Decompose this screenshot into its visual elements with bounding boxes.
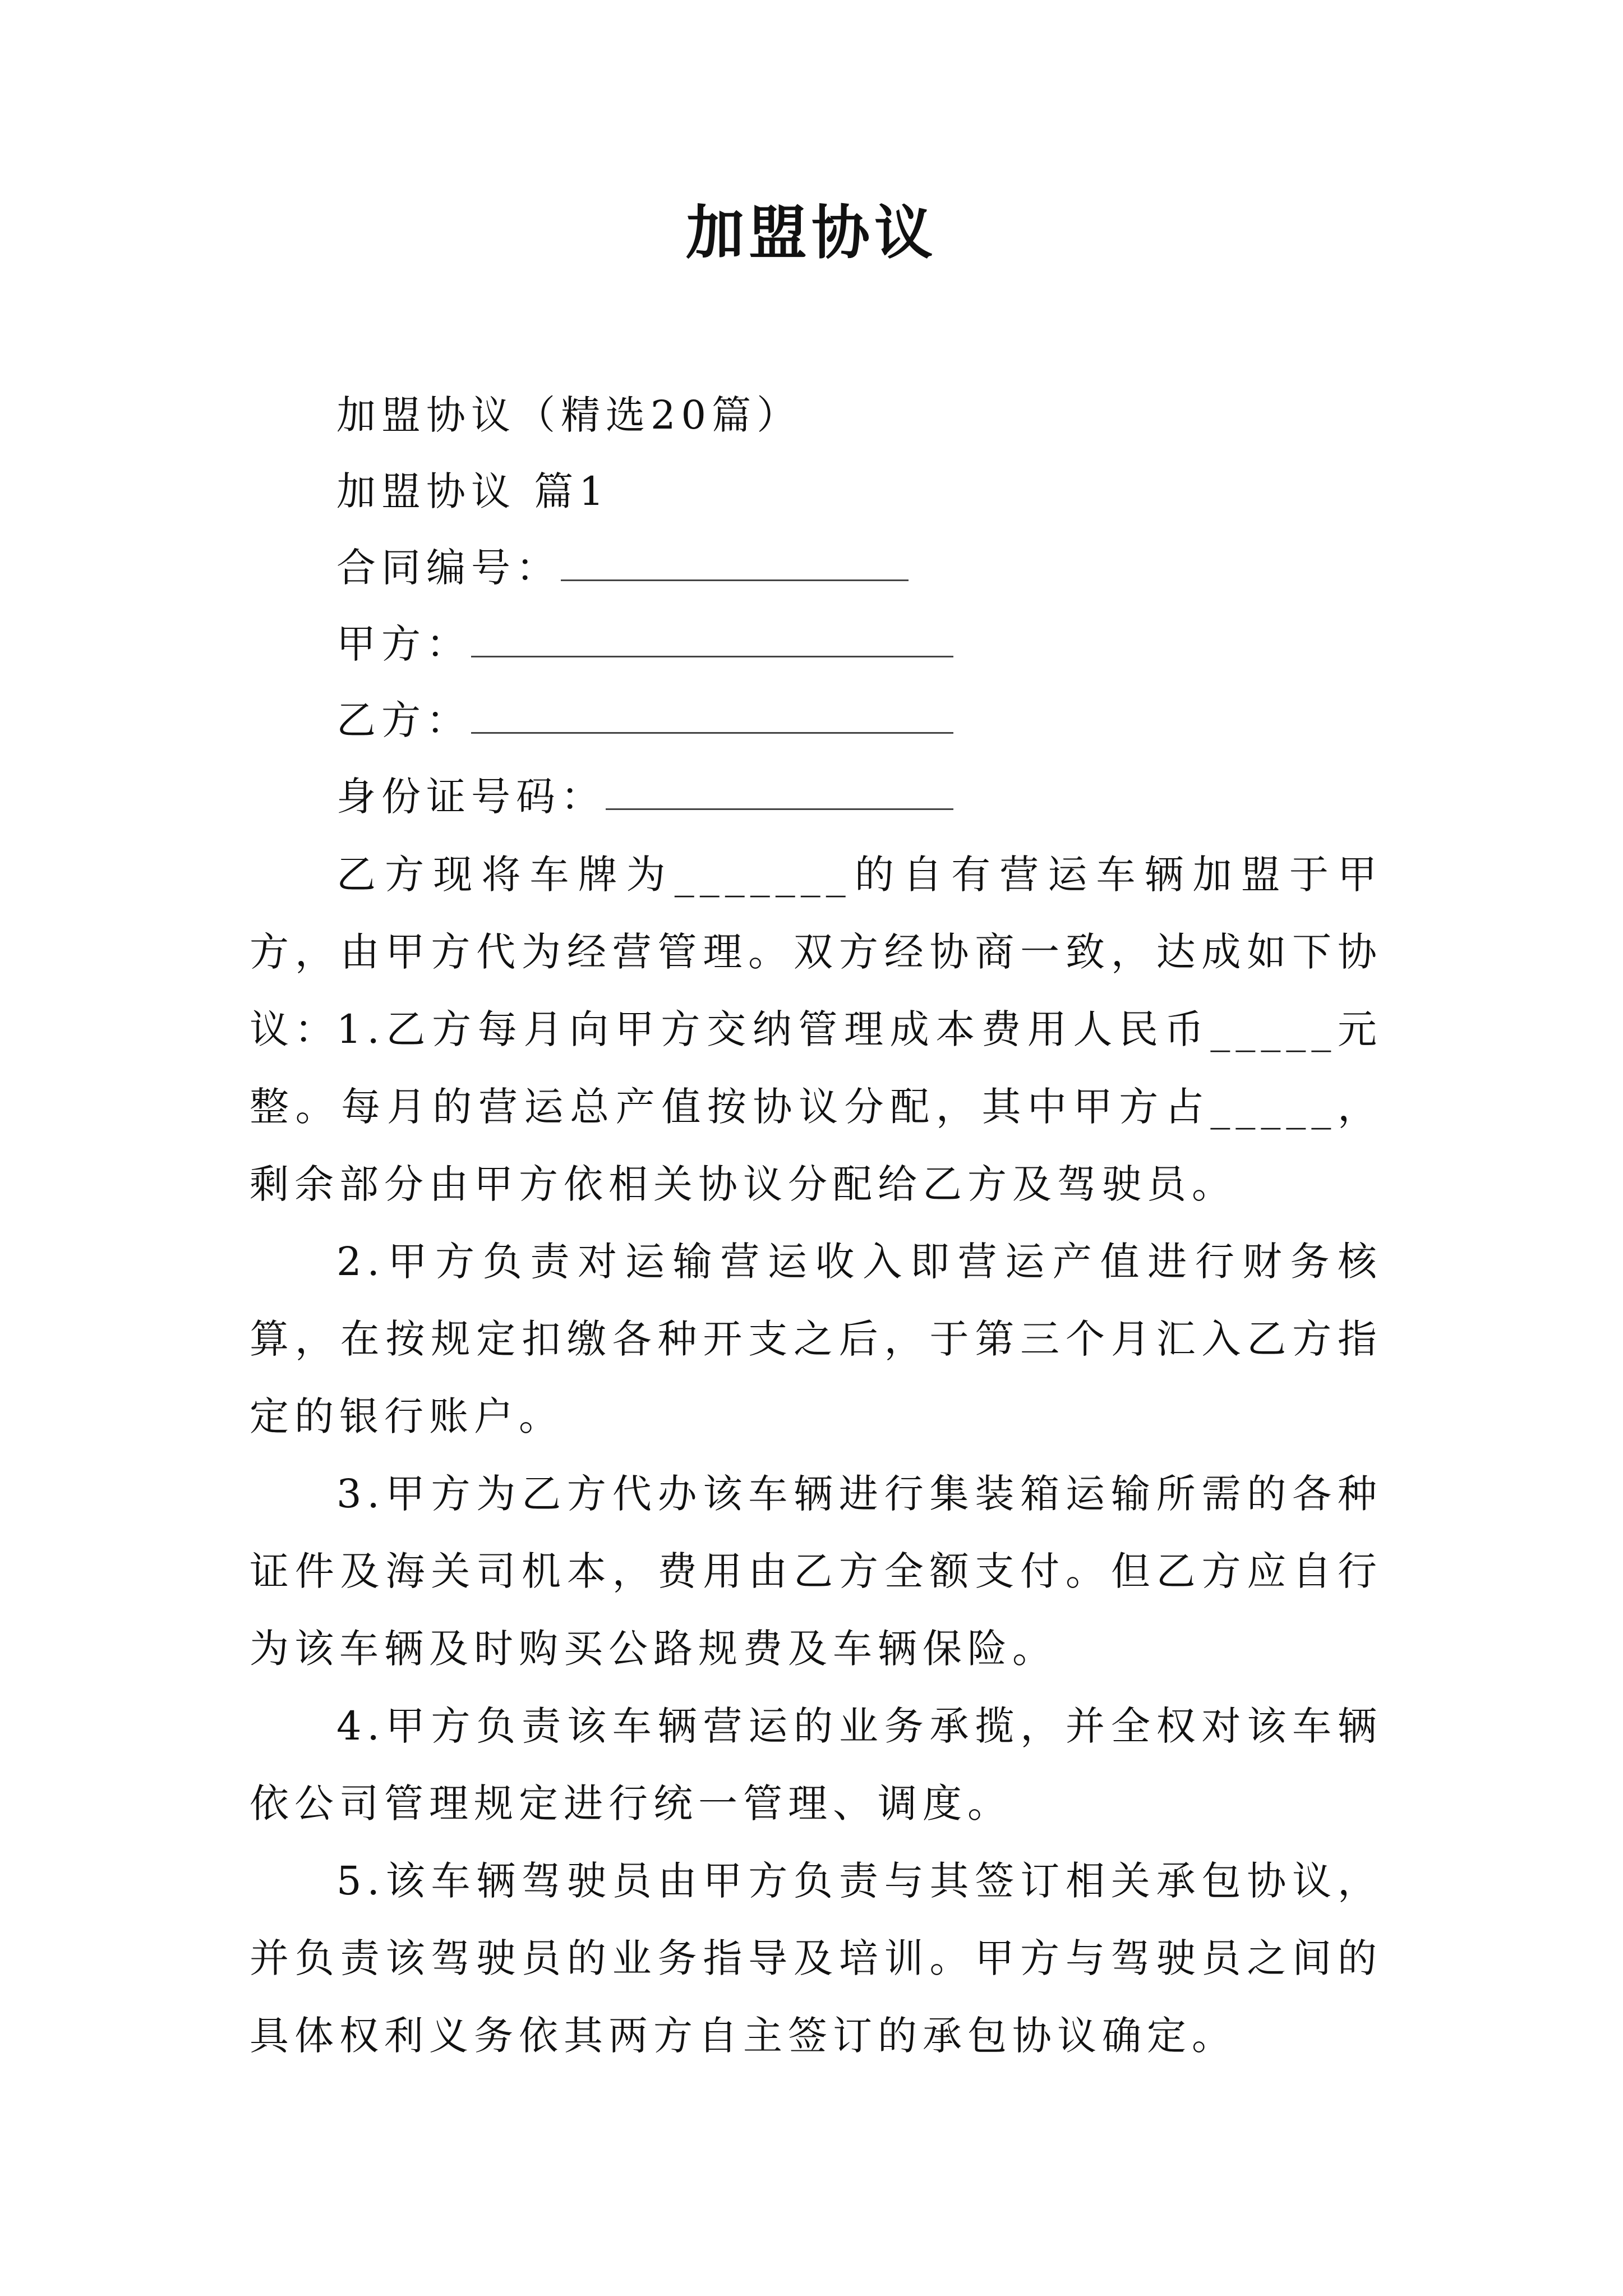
id-number-label: 身份证号码： [336,774,606,820]
party-b-blank [471,698,953,734]
document-title: 加盟协议 [685,198,937,267]
clause-3: 3.甲方为乙方代办该车辆进行集装箱运输所需的各种证件及海关司机本，费用由乙方全额支付。但乙方应自行为该车辆及时购买公路规费及车辆保险。 [250,1471,1382,1672]
document-subtitle: 加盟协议（精选20篇） [336,392,802,438]
party-a-label: 甲方： [336,621,471,667]
party-b-label: 乙方： [336,697,471,743]
section-heading: 加盟协议 篇1 [336,468,610,514]
clause-2: 2.甲方负责对运输营运收入即营运产值进行财务核算，在按规定扣缴各种开支之后，于第三个月汇入乙方指定的银行账户。 [250,1239,1382,1439]
id-number-blank [606,775,953,810]
party-a-blank [471,622,953,657]
contract-number-field [336,540,909,596]
party-a-field [336,616,953,672]
contract-number-blank [561,546,909,581]
clause-4: 4.甲方负责该车辆营运的业务承揽，并全权对该车辆依公司管理规定进行统一管理、调度。 [250,1703,1382,1826]
id-number-field [336,769,953,825]
clause-1: 1.乙方每月向甲方交纳管理成本费用人民币_____元整。每月的营运总产值按协议分配，其中甲方占_____，剩余部分由甲方依相关协议分配给乙方及驾驶员。 [250,1006,1382,1207]
party-b-field [336,692,953,748]
paragraph-intro: 乙方现将车牌为_______的自有营运车辆加盟于甲方，由甲方代为经营管理。双方经协商一致，达成如下协议： [250,852,1382,1052]
clause-5: 5.该车辆驾驶员由甲方负责与其签订相关承包协议，并负责该驾驶员的业务指导及培训。甲方与驾驶员之间的具体权利义务依其两方自主签订的承包协议确定。 [250,1858,1382,2059]
contract-number-label: 合同编号： [336,545,561,591]
